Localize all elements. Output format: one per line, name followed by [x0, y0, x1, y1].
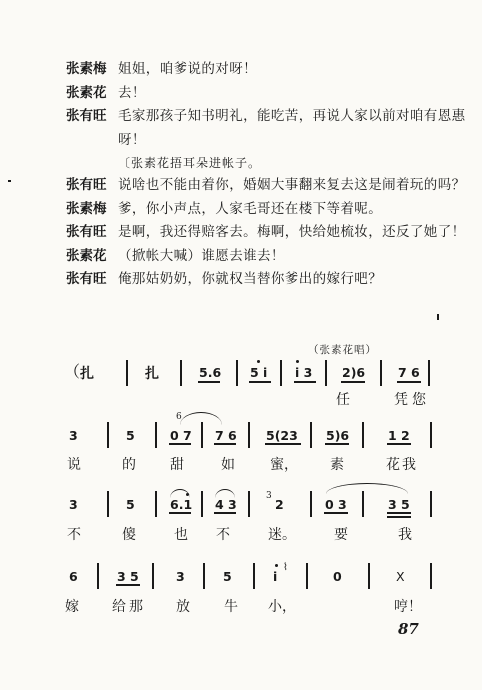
- underline: [324, 512, 348, 514]
- score-note: 5: [223, 569, 232, 584]
- score-note: 1 2: [388, 428, 410, 443]
- bar-line: [201, 491, 203, 517]
- score-note: 7 6: [215, 428, 237, 443]
- score-note: 5.6: [199, 365, 222, 380]
- bar-line: [362, 491, 364, 517]
- speaker: 张有旺: [66, 271, 107, 287]
- bar-line: [97, 563, 99, 589]
- score-note: 3: [69, 497, 78, 512]
- bar-line: [430, 563, 432, 589]
- bar-line: [201, 422, 203, 448]
- score-note: 6: [69, 569, 78, 584]
- score-note: 4 3: [215, 497, 237, 512]
- bar-line: [180, 360, 182, 386]
- line-text: 去！: [118, 84, 146, 101]
- underline: [116, 584, 140, 586]
- bar-line: [107, 491, 109, 517]
- high-dot: [296, 360, 299, 363]
- speaker: 张有旺: [66, 108, 107, 124]
- score-note: 扎: [145, 366, 159, 382]
- score-note: i: [273, 569, 278, 584]
- dialogue-line: [66, 268, 466, 292]
- dialogue-line: [66, 174, 466, 198]
- lyric: 牛: [224, 599, 238, 615]
- lyric: 小，: [268, 599, 296, 615]
- bar-line: [248, 491, 250, 517]
- speaker: 张有旺: [66, 224, 107, 240]
- speaker: 张有旺: [66, 177, 107, 193]
- underline: [294, 381, 316, 383]
- lyric: 不: [67, 527, 81, 543]
- bar-line: [380, 360, 382, 386]
- lyric: 也: [174, 527, 188, 543]
- score-note: 5: [126, 428, 135, 443]
- score-note: 6.1: [170, 497, 193, 512]
- print-speck: [8, 180, 11, 182]
- lyric: 素: [330, 457, 344, 473]
- lyric: 给那: [112, 599, 146, 615]
- bar-line: [325, 360, 327, 386]
- bar-line: [362, 422, 364, 448]
- score-note: 0 3: [325, 497, 347, 512]
- stage-direction: [66, 152, 466, 174]
- underline: [169, 443, 191, 445]
- dialogue-line: [66, 198, 466, 222]
- lyric: 甜: [170, 457, 184, 473]
- underline: [397, 381, 421, 383]
- dialogue-line: [66, 58, 466, 82]
- underline: [325, 443, 349, 445]
- bar-line: [152, 563, 154, 589]
- dialogue-block: [66, 58, 466, 292]
- dialogue-line: [66, 245, 466, 269]
- trill-mark: ⌇: [283, 562, 288, 573]
- score-note: 3 5: [117, 569, 139, 584]
- singer-note: （张素花唱）: [308, 344, 377, 356]
- bar-line: [368, 563, 370, 589]
- score-note: 2)6: [342, 365, 366, 380]
- lyric: 迷。: [268, 527, 296, 543]
- score-note: 3: [176, 569, 185, 584]
- line-text: 毛家那孩子知书明礼，能吃苦，再说人家以前对咱有恩惠呀！: [118, 108, 466, 148]
- lyric: 如: [221, 457, 235, 473]
- slur: [326, 483, 408, 494]
- high-dot: [275, 564, 278, 567]
- lyric: 哼！: [394, 599, 422, 615]
- lyric: 傻: [122, 527, 136, 543]
- bar-line: [107, 422, 109, 448]
- bar-line: [430, 422, 432, 448]
- score-note: 2: [275, 497, 284, 512]
- high-dot: [186, 493, 189, 496]
- score-note: 3 5: [388, 497, 410, 512]
- underline: [265, 443, 301, 445]
- underline: [341, 381, 365, 383]
- score-note: 0: [333, 569, 342, 584]
- line-text: （掀帐大喊）谁愿去谁去！: [118, 247, 285, 264]
- stage-text: 〔张素花捂耳朵进帐子。: [118, 156, 262, 170]
- dialogue-line: [66, 105, 466, 152]
- score-note: 5 i: [250, 365, 268, 380]
- score-note: 5(23: [266, 428, 298, 443]
- bar-line: [236, 360, 238, 386]
- grace-note: 6: [176, 412, 182, 422]
- lyric: 要: [334, 527, 348, 543]
- bar-line: [306, 563, 308, 589]
- print-speck: [437, 314, 439, 320]
- lyric: 任: [336, 392, 350, 408]
- underline: [387, 443, 411, 445]
- open-paren: （: [64, 362, 81, 381]
- score-note: i 3: [295, 365, 313, 380]
- bar-line: [280, 360, 282, 386]
- bar-line: [310, 491, 312, 517]
- underline: [198, 381, 220, 383]
- dialogue-line: [66, 82, 466, 106]
- bar-line: [310, 422, 312, 448]
- dialogue-line: [66, 221, 466, 245]
- score-note: 7 6: [398, 365, 420, 380]
- line-text: 说啥也不能由着你，婚姻大事翻来复去这是闹着玩的吗？: [118, 177, 466, 193]
- slur: [215, 489, 235, 498]
- score-note: 5)6: [326, 428, 350, 443]
- page-number: 87: [398, 620, 419, 638]
- grace-note: 3: [266, 491, 272, 501]
- speaker: 张素花: [66, 247, 107, 264]
- bar-line: [430, 491, 432, 517]
- underline: [169, 512, 191, 514]
- score-note: 5: [126, 497, 135, 512]
- bar-line: [253, 563, 255, 589]
- score-note: 3: [69, 428, 78, 443]
- underline: [387, 516, 411, 518]
- lyric: 嫁: [65, 599, 79, 615]
- score-note: 扎: [80, 366, 94, 382]
- bar-line: [155, 422, 157, 448]
- line-text: 是啊，我还得赔客去。梅啊，快给她梳妆，还反了她了！: [118, 224, 466, 240]
- underline: [214, 512, 236, 514]
- bar-line: [248, 422, 250, 448]
- high-dot: [257, 360, 260, 363]
- speaker: 张素梅: [66, 200, 107, 217]
- bar-line: [203, 563, 205, 589]
- lyric: 的: [122, 457, 136, 473]
- line-text: 姐姐，咱爹说的对呀！: [118, 61, 257, 77]
- lyric: 我: [398, 527, 412, 543]
- score-note: 0 7: [170, 428, 192, 443]
- bar-line: [428, 360, 430, 386]
- lyric: 放: [176, 599, 190, 615]
- bar-line: [155, 491, 157, 517]
- speaker: 张素梅: [66, 61, 107, 77]
- bar-line: [126, 360, 128, 386]
- line-text: 爹，你小声点，人家毛哥还在楼下等着呢。: [118, 200, 383, 217]
- underline: [249, 381, 271, 383]
- score-note: X: [396, 569, 405, 584]
- lyric: 花我: [386, 457, 418, 473]
- underline: [214, 443, 236, 445]
- lyric: 说: [67, 457, 81, 473]
- lyric: 不: [216, 527, 230, 543]
- speaker: 张素花: [66, 84, 107, 101]
- underline: [387, 512, 411, 514]
- lyric: 蜜，: [270, 457, 298, 473]
- line-text: 俺那姑奶奶，你就权当替你爹出的嫁行吧？: [118, 271, 383, 287]
- lyric: 凭您: [394, 392, 430, 408]
